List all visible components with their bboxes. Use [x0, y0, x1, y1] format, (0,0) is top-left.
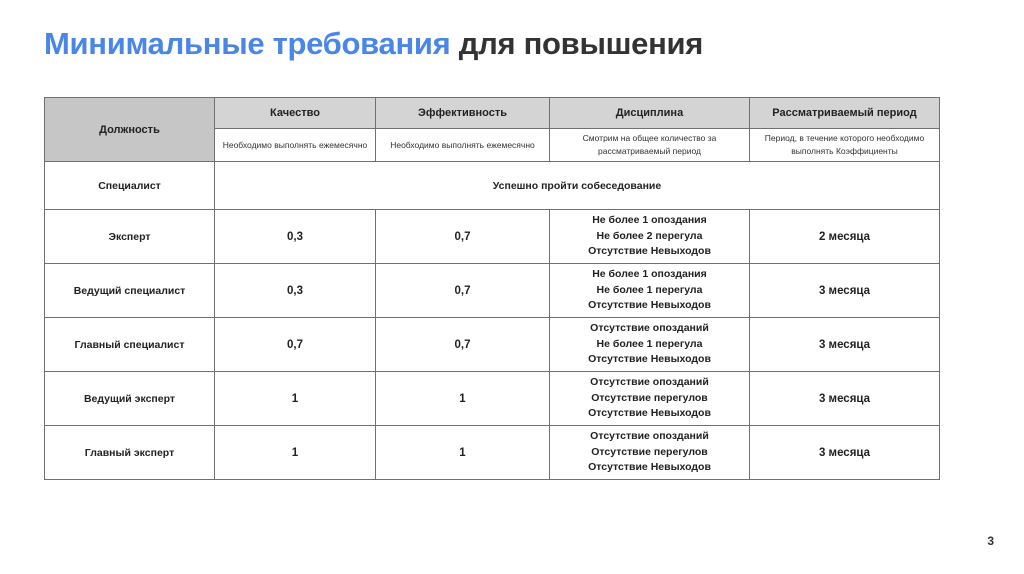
discipline-line: Отсутствие опозданий	[590, 376, 709, 389]
efficiency-value: 1	[376, 372, 550, 426]
subheader-efficiency: Необходимо выполнять ежемесячно	[376, 129, 550, 162]
header-quality: Качество	[215, 98, 376, 129]
discipline-value	[550, 264, 750, 318]
header-efficiency: Эффективность	[376, 98, 550, 129]
header-discipline: Дисциплина	[550, 98, 750, 129]
discipline-line: Отсутствие Невыходов	[588, 245, 711, 258]
discipline-line: Отсутствие опозданий	[590, 430, 709, 443]
position-name: Главный эксперт	[45, 426, 215, 480]
position-name: Ведущий специалист	[45, 264, 215, 318]
discipline-line: Отсутствие Невыходов	[588, 407, 711, 420]
efficiency-value: 0,7	[376, 264, 550, 318]
period-value: 2 месяца	[750, 210, 940, 264]
header-position: Должность	[45, 98, 215, 162]
table-row	[45, 426, 940, 480]
efficiency-value: 0,7	[376, 318, 550, 372]
header-period: Рассматриваемый период	[750, 98, 940, 129]
period-value: 3 месяца	[750, 318, 940, 372]
discipline-value	[550, 318, 750, 372]
quality-value: 1	[215, 372, 376, 426]
table-row	[45, 318, 940, 372]
efficiency-value: 1	[376, 426, 550, 480]
discipline-line: Отсутствие Невыходов	[588, 461, 711, 474]
subheader-period: Период, в течение которого необходимо выполнять Коэффициенты	[750, 129, 940, 162]
discipline-value	[550, 372, 750, 426]
discipline-line: Не более 1 перегула	[596, 337, 703, 350]
discipline-line: Не более 1 опоздания	[592, 214, 707, 227]
period-value: 3 месяца	[750, 372, 940, 426]
period-value: 3 месяца	[750, 264, 940, 318]
position-name: Эксперт	[45, 210, 215, 264]
page-number: 3	[987, 534, 994, 548]
table-row	[45, 372, 940, 426]
discipline-line: Отсутствие перегулов	[591, 391, 708, 404]
position-name: Главный специалист	[45, 318, 215, 372]
requirements-table	[44, 97, 940, 480]
slide-title-highlight: Минимальные требования	[44, 26, 451, 61]
subheader-discipline: Смотрим на общее количество за рассматриваемый период	[550, 129, 750, 162]
slide-title	[44, 26, 703, 62]
period-value: 3 месяца	[750, 426, 940, 480]
quality-value: 0,7	[215, 318, 376, 372]
table-row-specialist	[45, 162, 940, 210]
slide-title-rest: для повышения	[458, 26, 704, 61]
quality-value: 1	[215, 426, 376, 480]
discipline-line: Отсутствие Невыходов	[588, 353, 711, 366]
subheader-quality: Необходимо выполнять ежемесячно	[215, 129, 376, 162]
quality-value: 0,3	[215, 210, 376, 264]
table-header-row	[45, 98, 940, 129]
specialist-requirement: Успешно пройти собеседование	[215, 162, 940, 210]
efficiency-value: 0,7	[376, 210, 550, 264]
position-name: Специалист	[45, 162, 215, 210]
table-row	[45, 264, 940, 318]
quality-value: 0,3	[215, 264, 376, 318]
discipline-value	[550, 426, 750, 480]
discipline-line: Отсутствие Невыходов	[588, 299, 711, 312]
discipline-line: Отсутствие опозданий	[590, 322, 709, 335]
discipline-line: Не более 2 перегула	[596, 229, 703, 242]
discipline-line: Отсутствие перегулов	[591, 445, 708, 458]
table-row	[45, 210, 940, 264]
discipline-line: Не более 1 перегула	[596, 283, 703, 296]
discipline-value	[550, 210, 750, 264]
position-name: Ведущий эксперт	[45, 372, 215, 426]
discipline-line: Не более 1 опоздания	[592, 268, 707, 281]
